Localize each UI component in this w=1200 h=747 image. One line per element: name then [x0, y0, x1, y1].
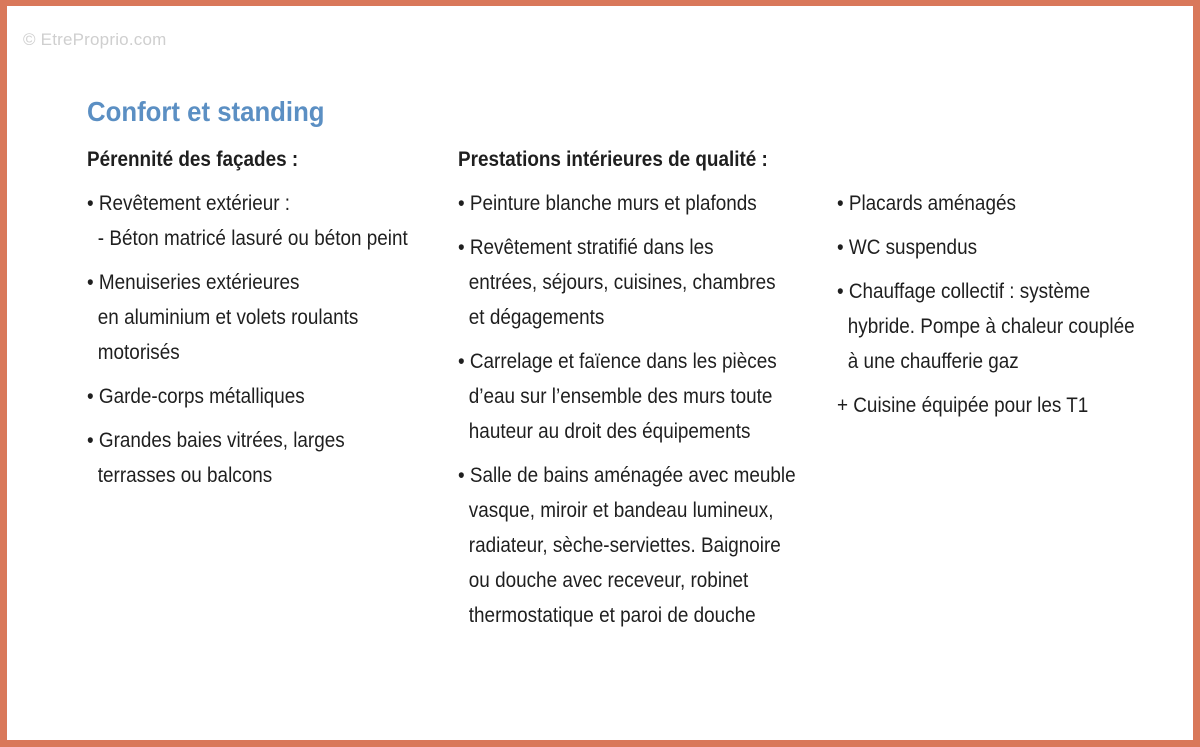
list-item-continuation: à une chaufferie gaz: [847, 350, 1019, 373]
list-item-text: • Peinture blanche murs et plafonds: [458, 192, 757, 215]
list-item: [837, 186, 1143, 221]
list-item-text: • Garde-corps métalliques: [87, 385, 305, 408]
list-item-continuation: thermostatique et paroi de douche: [468, 604, 756, 627]
list-item-text: • Carrelage et faïence dans les pièces: [458, 350, 777, 373]
list-item-continuation: vasque, miroir et bandeau lumineux,: [468, 499, 774, 522]
interior-heading: Prestations intérieures de qualité :: [458, 148, 768, 171]
facades-column: [87, 146, 447, 502]
list-item-text: • Salle de bains aménagée avec meuble: [458, 464, 796, 487]
list-item-text: • WC suspendus: [837, 236, 978, 259]
list-item: [87, 265, 411, 370]
list-item: [87, 423, 411, 493]
list-item-continuation: radiateur, sèche-serviettes. Baignoire: [468, 534, 781, 557]
list-item-continuation: et dégagements: [468, 306, 605, 329]
list-item: [837, 388, 1143, 423]
list-item: [837, 274, 1143, 379]
list-item-continuation: ou douche avec receveur, robinet: [468, 569, 749, 592]
list-item: [87, 186, 411, 256]
list-item: [458, 344, 791, 449]
equipment-column: [837, 186, 1177, 432]
list-item-text: • Revêtement extérieur :: [87, 192, 291, 215]
list-item-continuation: motorisés: [97, 341, 180, 364]
list-item-text: • Chauffage collectif : système: [837, 280, 1091, 303]
list-item-text: • Grandes baies vitrées, larges: [87, 429, 345, 452]
list-item-text: • Revêtement stratifié dans les: [458, 236, 714, 259]
list-item: [458, 230, 791, 335]
list-item-text: • Menuiseries extérieures: [87, 271, 300, 294]
interior-column: [458, 146, 828, 642]
equipment-list: [837, 186, 1177, 423]
list-item-continuation: en aluminium et volets roulants: [97, 306, 359, 329]
list-item: [458, 186, 791, 221]
interior-list: [458, 186, 828, 633]
list-item-continuation: d’eau sur l’ensemble des murs toute: [468, 385, 773, 408]
list-item-continuation: hybride. Pompe à chaleur couplée: [847, 315, 1135, 338]
list-item: [837, 230, 1143, 265]
watermark: © EtreProprio.com: [23, 30, 167, 49]
list-item: [87, 379, 411, 414]
list-item-continuation: hauteur au droit des équipements: [468, 420, 751, 443]
facades-heading: Pérennité des façades :: [87, 148, 299, 171]
list-item-continuation: terrasses ou balcons: [97, 464, 273, 487]
list-item: [458, 458, 796, 633]
section-title: Confort et standing: [87, 96, 325, 127]
facades-list: [87, 186, 447, 493]
list-item-text: + Cuisine équipée pour les T1: [837, 394, 1089, 417]
list-item-text: • Placards aménagés: [837, 192, 1016, 215]
list-item-continuation: - Béton matricé lasuré ou béton peint: [97, 227, 408, 250]
list-item-continuation: entrées, séjours, cuisines, chambres: [468, 271, 776, 294]
